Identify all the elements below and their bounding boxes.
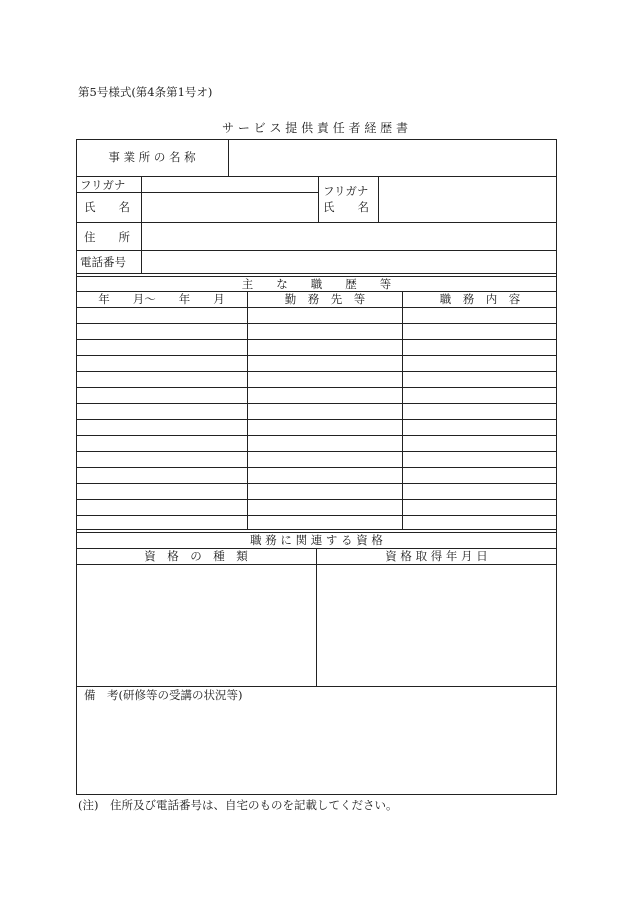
career-period-cell[interactable] (77, 500, 246, 514)
career-employer-cell[interactable] (248, 420, 401, 434)
career-period-cell[interactable] (77, 452, 246, 466)
remarks-field[interactable] (77, 704, 556, 794)
rule-double-a (76, 273, 557, 274)
career-duties-cell[interactable] (403, 500, 556, 514)
rule-v-mid1 (318, 176, 319, 222)
career-duties-cell[interactable] (403, 516, 556, 530)
career-employer-cell[interactable] (248, 388, 401, 402)
address-field[interactable] (142, 223, 556, 250)
qual-date-field[interactable] (317, 565, 556, 685)
career-period-cell[interactable] (77, 340, 246, 354)
career-employer-cell[interactable] (248, 468, 401, 482)
qual-col-date: 資 格 取 得 年 月 日 (385, 549, 488, 563)
name-label: 氏 名 (84, 200, 130, 214)
furigana-field[interactable] (142, 177, 318, 192)
career-duties-cell[interactable] (403, 436, 556, 450)
office-name-field[interactable] (229, 140, 556, 176)
career-employer-cell[interactable] (248, 500, 401, 514)
career-period-cell[interactable] (77, 484, 246, 498)
career-section-title: 主 な 職 歴 等 (241, 277, 392, 291)
career-period-cell[interactable] (77, 516, 246, 530)
career-duties-cell[interactable] (403, 340, 556, 354)
career-duties-cell[interactable] (403, 324, 556, 338)
career-period-cell[interactable] (77, 468, 246, 482)
career-period-cell[interactable] (77, 388, 246, 402)
career-period-cell[interactable] (77, 308, 246, 322)
career-col-duties: 職 務 内 容 (439, 292, 521, 306)
career-employer-cell[interactable] (248, 372, 401, 386)
career-duties-cell[interactable] (403, 356, 556, 370)
career-employer-cell[interactable] (248, 356, 401, 370)
career-employer-cell[interactable] (248, 404, 401, 418)
career-employer-cell[interactable] (248, 308, 401, 322)
phone-field[interactable] (142, 251, 556, 273)
note-text: (注) 住所及び電話番号は、自宅のものを記載してください。 (78, 798, 398, 812)
rule-double-c (76, 529, 557, 530)
phone-label: 電話番号 (80, 255, 126, 269)
career-employer-cell[interactable] (248, 340, 401, 354)
career-employer-cell[interactable] (248, 484, 401, 498)
career-period-cell[interactable] (77, 324, 246, 338)
qual-col-type: 資 格 の 種 類 (144, 549, 248, 563)
career-col-period: 年 月～ 年 月 (98, 292, 225, 306)
career-period-cell[interactable] (77, 372, 246, 386)
name-label-2: 氏 名 (323, 200, 369, 214)
office-name-label: 事 業 所 の 名 称 (108, 150, 196, 164)
career-period-cell[interactable] (77, 436, 246, 450)
furigana-label: フリガナ (80, 178, 126, 192)
remarks-label: 備 考(研修等の受講の状況等) (84, 688, 243, 702)
career-employer-cell[interactable] (248, 452, 401, 466)
name-field[interactable] (142, 193, 318, 222)
career-duties-cell[interactable] (403, 452, 556, 466)
address-label: 住 所 (84, 230, 130, 244)
career-duties-cell[interactable] (403, 388, 556, 402)
career-duties-cell[interactable] (403, 468, 556, 482)
career-duties-cell[interactable] (403, 308, 556, 322)
career-employer-cell[interactable] (248, 436, 401, 450)
furigana-label-2: フリガナ (323, 184, 369, 198)
form-title: サ ー ビ ス 提 供 責 任 者 経 歴 書 (222, 121, 408, 135)
career-employer-cell[interactable] (248, 516, 401, 530)
career-duties-cell[interactable] (403, 372, 556, 386)
career-period-cell[interactable] (77, 356, 246, 370)
name-field-2[interactable] (379, 177, 556, 222)
career-period-cell[interactable] (77, 404, 246, 418)
career-duties-cell[interactable] (403, 420, 556, 434)
career-employer-cell[interactable] (248, 324, 401, 338)
qualifications-section-title: 職 務 に 関 連 す る 資 格 (250, 533, 383, 547)
form-number: 第5号様式(第4条第1号オ) (78, 85, 213, 99)
qual-type-field[interactable] (77, 565, 316, 685)
career-duties-cell[interactable] (403, 484, 556, 498)
rule-remarks (76, 686, 557, 687)
career-col-employer: 勤 務 先 等 (284, 292, 366, 306)
career-period-cell[interactable] (77, 420, 246, 434)
career-duties-cell[interactable] (403, 404, 556, 418)
